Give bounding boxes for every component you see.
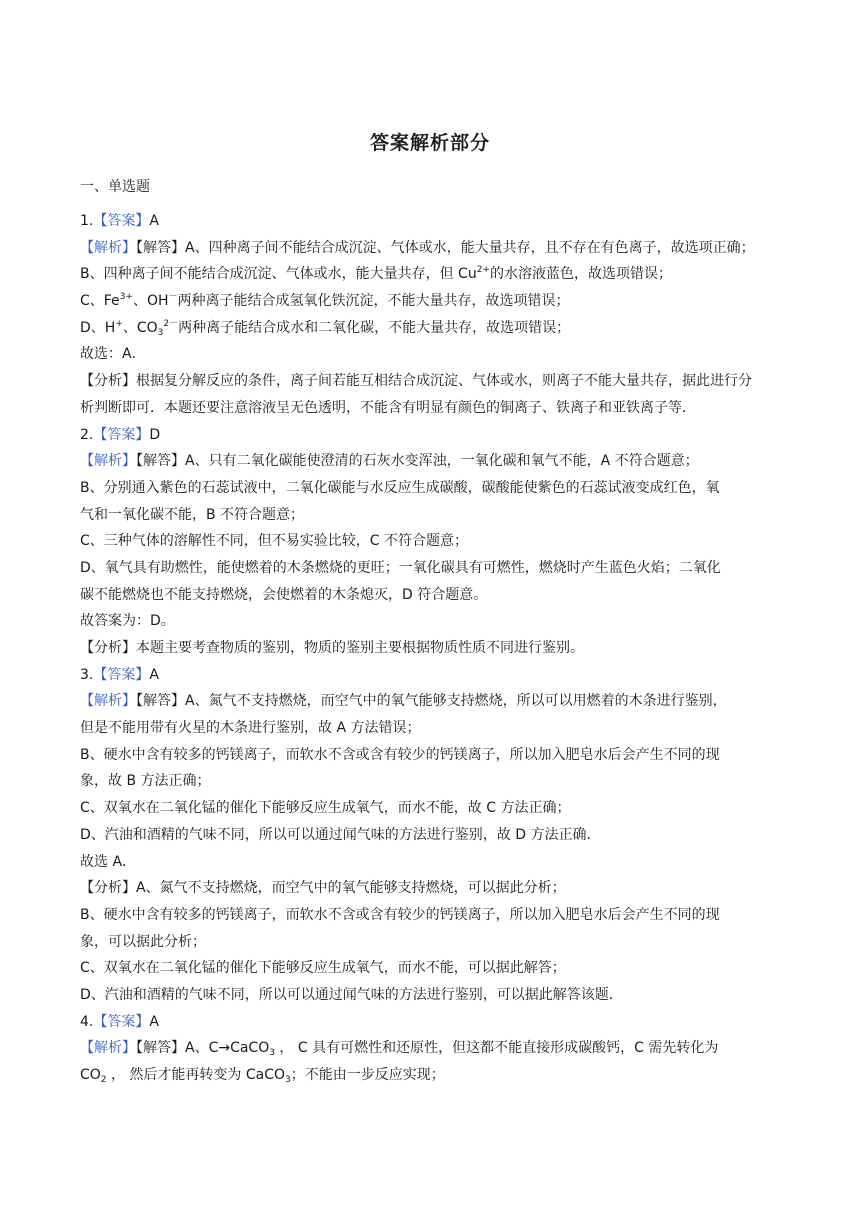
q1-line-7: 析判断即可．本题还要注意溶液呈无色透明，不能含有明显有颜色的铜离子、铁离子和亚铁离子等． — [80, 399, 696, 416]
q2-answer-line — [80, 422, 780, 449]
explanation-tag: 【解析】 — [80, 453, 136, 470]
q1-line-3: C、$Fe^{3+}$、OH－两种离子能结合成氢氧化铁沉淀，不能大量共存，故选项错误； — [80, 292, 570, 310]
q3-number: 3. — [80, 666, 94, 683]
q1-line-5: 故选：A． — [80, 346, 146, 363]
explanation-tag: 【解析】 — [80, 693, 136, 710]
answer-tag: 【答案】 — [93, 666, 150, 683]
q2-answer: D — [149, 426, 161, 443]
explanation-tag: 【解析】 — [80, 239, 136, 256]
q3-line-3: B、硬水中含有较多的钙镁离子，而软水不含或含有较少的钙镁离子，所以加入肥皂水后会产生不同的现 — [80, 746, 720, 763]
q1-line-6: 【分析】根据复分解反应的条件，离子间若能互相结合成沉淀、气体或水，则离子不能大量共存，据此进行分 — [80, 373, 752, 390]
q1-number: 1. — [80, 213, 94, 229]
q3-answer: A — [149, 666, 159, 683]
q2-line-7: 故答案为：D。 — [80, 613, 175, 630]
q3-line-1: 【解析】【解答】A、氮气不支持燃烧，而空气中的氧气能够支持燃烧，所以可以用燃着的木条进行鉴别， — [80, 693, 727, 710]
q2-number: 2. — [80, 426, 94, 443]
page-title: 答案解析部分 — [369, 132, 490, 154]
q3-line-2: 但是不能用带有火星的木条进行鉴别，故 A 方法错误； — [80, 720, 421, 737]
q4-answer: A — [149, 1013, 159, 1030]
section-heading: 一、单选题 — [80, 179, 150, 195]
answer-tag: 【答案】 — [93, 426, 150, 443]
q3-line-11: C、双氧水在二氧化锰的催化下能够反应生成氧气，而水不能，可以据此解答； — [80, 960, 566, 977]
q2-line-6: 碳不能燃烧也不能支持燃烧，会使燃着的木条熄灭，D 符合题意。 — [80, 586, 488, 603]
q4-number: 4. — [80, 1013, 94, 1030]
q2-line-3: 气和一氧化碳不能，B 不符合题意； — [80, 506, 305, 523]
q3-line-10: 象，可以据此分析； — [80, 933, 206, 950]
q1-answer: A — [149, 213, 159, 229]
q3-line-9: B、硬水中含有较多的钙镁离子，而软水不含或含有较少的钙镁离子，所以加入肥皂水后会产生不同的现 — [80, 906, 720, 923]
q3-line-4: 象，故 B 方法正确； — [80, 773, 211, 790]
answer-tag: 【答案】 — [93, 213, 150, 229]
answer-body — [80, 208, 780, 1089]
answer-tag: 【答案】 — [93, 1013, 150, 1030]
q1-line-4: D、H+、$CO_3^{2-}$两种离子能结合成水和二氧化碳，不能大量共存，故选项错误； — [80, 318, 571, 338]
q1-answer-line — [80, 208, 780, 235]
q3-line-6: D、汽油和酒精的气味不同，所以可以通过闻气味的方法进行鉴别，故 D 方法正确． — [80, 826, 601, 843]
q2-line-2: B、分别通入紫色的石蕊试液中，二氧化碳能与水反应生成碳酸，碳酸能使紫色的石蕊试液变成红色，氧 — [80, 479, 720, 496]
q3-line-7: 故选 A． — [80, 853, 137, 870]
q4-answer-line — [80, 1009, 780, 1036]
q3-line-12: D、汽油和酒精的气味不同，所以可以通过闻气味的方法进行鉴别，可以据此解答该题． — [80, 986, 623, 1003]
q4-line-2: $CO_2$ ， 然后才能再转变为 CaCO$_3$；不能由一步反应实现； — [80, 1067, 445, 1085]
q2-line-5: D、氧气具有助燃性，能使燃着的木条燃烧的更旺；一氧化碳具有可燃性，燃烧时产生蓝色火焰；二氧化 — [80, 559, 721, 576]
explanation-tag: 【解析】 — [80, 1040, 136, 1057]
q3-line-8: 【分析】A、氮气不支持燃烧，而空气中的氧气能够支持燃烧，可以据此分析； — [80, 880, 566, 897]
q3-answer-line — [80, 662, 780, 689]
q2-line-8: 【分析】本题主要考查物质的鉴别，物质的鉴别主要根据物质性质不同进行鉴别。 — [80, 640, 584, 656]
q1-line-1: 【解析】【解答】A、四种离子间不能结合成沉淀、气体或水，能大量共存，且不存在有色离子，故选项正确； — [80, 239, 755, 256]
q3-line-5: C、双氧水在二氧化锰的催化下能够反应生成氧气，而水不能，故 C 方法正确； — [80, 800, 571, 817]
q2-line-4: C、三种气体的溶解性不同，但不易实验比较，C 不符合题意； — [80, 533, 468, 550]
q2-line-1: 【解析】【解答】A、只有二氧化碳能使澄清的石灰水变浑浊，一氧化碳和氧气不能，A 不符合题意； — [80, 453, 699, 470]
q4-line-1: 【解析】【解答】A、C→CaCO$_3$ ， C 具有可燃性和还原性，但这都不能直接形成碳酸钙，C 需先转化为 — [80, 1040, 719, 1059]
q1-line-2: B、四种离子间不能结合成沉淀、气体或水，能大量共存，但 $Cu^{2+}$的水溶液蓝色，故选项错误； — [80, 265, 672, 283]
